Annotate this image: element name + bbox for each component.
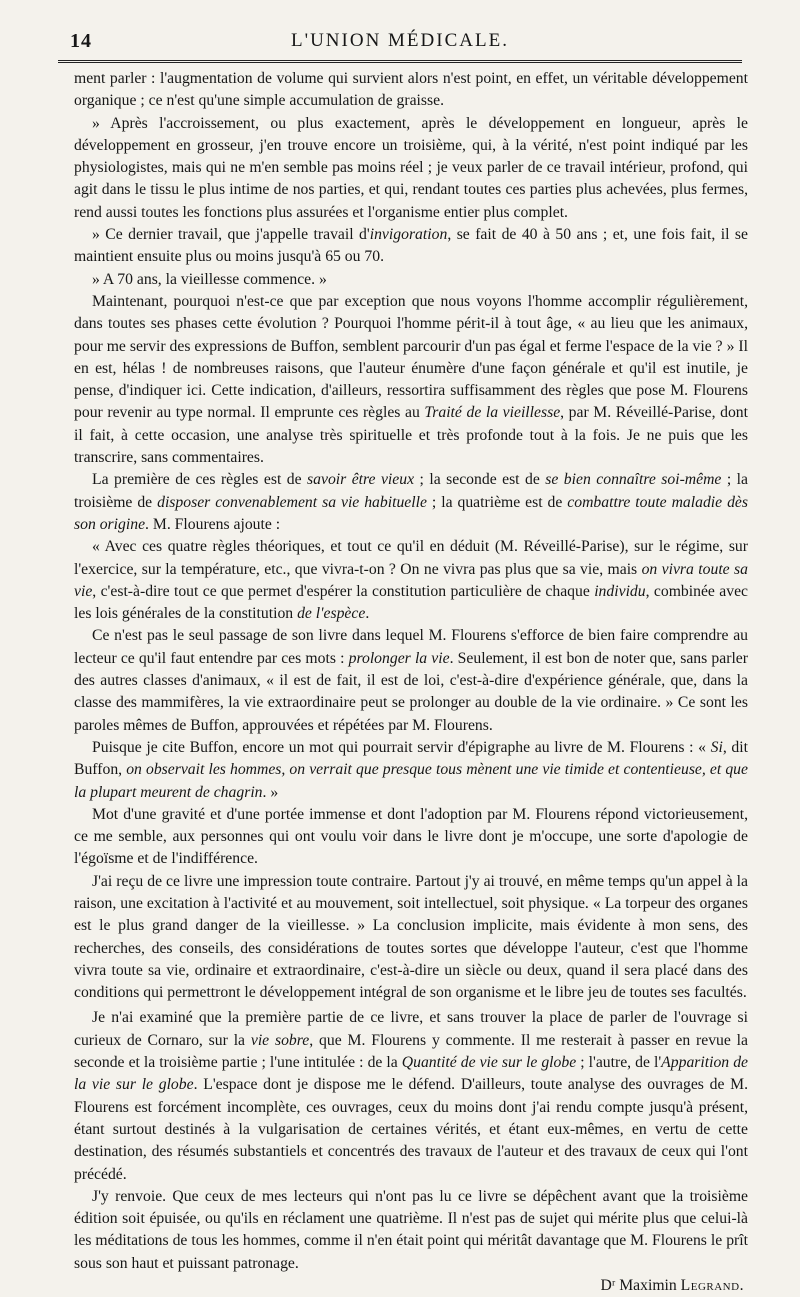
paragraph: [74, 804, 748, 871]
italic-text: on observait les hommes, on verrait que presque tous mènent une vie timide et contentieuse, et que la plupart meurent de chagrin: [74, 761, 748, 801]
italic-text: disposer convenablement sa vie habituelle: [157, 493, 427, 511]
text-run: . M. Flourens ajoute :: [145, 515, 281, 533]
text-run: . L'espace dont je dispose me le défend. D'ailleurs, toute analyse des ouvrages de M. Flourens est forcément incomplète, ces ouvrages, ceux du moins dont j'ai rendu compte jusqu'à présent, étant surtout destinés à la vulgarisation de certaines vérités, et étant eux-mêmes, en vertu de cette destination, des résumés substantiels et concentrés des travaux de l'auteur et des travaux de ceux qui l'ont précédé.: [74, 1076, 749, 1183]
italic-text: Si: [710, 738, 723, 756]
italic-text: Apparition de la vie sur le globe: [74, 1054, 748, 1094]
italic-text: se bien connaître soi-même: [545, 471, 722, 489]
text-run: ; la seconde est de: [414, 471, 546, 489]
italic-text: prolonger la vie: [348, 649, 450, 667]
header-rule: [58, 60, 742, 63]
text-run: , par M. Réveillé-Parise, dont il fait, à cette occasion, une analyse très spirituelle et très profonde tout à la fois. Je ne puis que les transcrire, sans commentaires.: [74, 404, 749, 467]
page-number: 14: [70, 30, 92, 52]
paragraph: [74, 1186, 748, 1275]
text-run: . Seulement, il est bon de noter que, sans parler des autres classes d'animaux, « il est de fait, il est de loi, c'est-à-dire d'expérience générale, que, dans la classe des mammifères, la vie extraordinaire peut se prolonger au double de la vie ordinaire. » Ce sont les paroles mêmes de Buffon, approuvées et répétées par M. Flourens.: [74, 649, 748, 734]
text-run: Je n'ai examiné que la première partie de ce livre, et sans trouver la place de parler de l'ouvrage si curieux de Cornaro, sur la: [74, 1009, 748, 1049]
text-run: , se fait de 40 à 50 ans ; et, une fois fait, il se maintient ensuite plus ou moins jusqu'à 65 ou 70.: [74, 226, 748, 266]
italic-text: Quantité de vie sur le globe: [401, 1054, 577, 1072]
text-run: ment parler : l'augmentation de volume qui survient alors n'est point, en effet, un véritable développement organique ; ce n'est qu'une simple accumulation de graisse.: [74, 70, 748, 110]
paragraph: [74, 469, 748, 536]
signature-surname: Legrand.: [680, 1277, 744, 1295]
author-signature: [74, 1275, 748, 1297]
text-run: Mot d'une gravité et d'une portée immense et dont l'adoption par M. Flourens répond victorieusement, ce me semble, aux personnes qui ont voulu voir dans le livre dont je m'occupe, une sorte d'apologie de l'égoïsme et de l'indifférence.: [74, 805, 748, 868]
text-run: .: [365, 605, 370, 623]
italic-text: combattre toute maladie dès son origine: [74, 493, 748, 533]
signature-prefix: Dʳ Maximin: [600, 1277, 681, 1295]
italic-text: on vivra toute sa vie: [74, 560, 748, 600]
text-run: » Ce dernier travail, que j'appelle travail d': [92, 226, 370, 244]
italic-text: invigoration: [369, 226, 448, 244]
text-run: , dit Buffon,: [74, 738, 748, 779]
article-body: [74, 68, 748, 1297]
paragraph: [74, 871, 748, 1005]
paragraph: [74, 737, 748, 804]
paragraph: [74, 269, 748, 291]
text-run: J'ai reçu de ce livre une impression toute contraire. Partout j'y ai trouvé, en même temps qu'un appel à la raison, une excitation à l'activité et au mouvement, soit intellectuel, soit physique. « La torpeur des organes est le plus grand danger de la vieillesse. » La conclusion implicite, mais évidente à mon sens, des recherches, des conseils, des considérations de toutes sortes que développe l'auteur, c'est que l'homme vivra toute sa vie, ordinaire et extraordinaire, c'est-à-dire un siècle ou deux, quand il sera placé dans des conditions qui permettront le développement intégral de son organisme et le libre jeu de toutes ses facultés.: [74, 872, 748, 1002]
paragraph: [74, 224, 748, 269]
italic-text: vie sobre: [250, 1031, 310, 1049]
running-title: L'UNION MÉDICALE.: [291, 30, 509, 51]
text-run: La première de ces règles est de: [92, 471, 308, 489]
text-run: ; la quatrième est de: [426, 493, 568, 511]
text-run: » A 70 ans, la vieillesse commence. »: [92, 270, 327, 288]
text-run: . »: [262, 783, 279, 801]
text-run: ; la troisième de: [74, 471, 748, 511]
text-run: « Avec ces quatre règles théoriques, et tout ce qu'il en déduit (M. Réveillé-Parise), sur le régime, sur l'exercice, sur la température, etc., que vivra-t-on ? On ne vivra pas plus que sa vie, mais: [74, 538, 748, 578]
text-run: , que M. Flourens y commente. Il me resterait à passer en revue la seconde et la troisième partie ; l'une intitulée : de la: [74, 1031, 748, 1072]
italic-text: savoir être vieux: [307, 471, 415, 489]
text-run: Puisque je cite Buffon, encore un mot qui pourrait servir d'épigraphe au livre de M. Flourens : «: [92, 738, 711, 756]
italic-text: Traité de la vieillesse: [424, 404, 561, 422]
text-run: , combinée avec les lois générales de la constitution: [74, 582, 748, 623]
text-run: » Après l'accroissement, ou plus exactement, après le développement en longueur, après le développement en grosseur, j'en trouve encore un troisième, qui, à la vérité, n'est point indiqué par les physiologistes, mais qui ne m'en semble pas moins réel ; je veux parler de ce travail intérieur, profond, qui agit dans le tissu le plus intime de nos parties, et qui, rendant toutes ces parties plus achevées, plus fermes, rend aussi toutes les fonctions plus assurées et l'organisme entier plus complet.: [74, 114, 748, 221]
text-run: , c'est-à-dire tout ce que permet d'espérer la constitution particulière de chaque: [92, 582, 595, 600]
italic-text: individu: [594, 582, 646, 600]
text-run: Maintenant, pourquoi n'est-ce que par exception que nous voyons l'homme accomplir régulièrement, dans toutes ses phases cette évolution ? Pourquoi l'homme périt-il à tout âge, « au lieu que les animaux, pour me servir des expressions de Buffon, semblent parcourir d'un pas égal et ferme l'espace de la vie ? » Il en est, hélas ! de nombreuses raisons, que l'auteur énumère d'une façon générale et qu'il est inutile, je pense, d'indiquer ici. Cette indication, d'ailleurs, ressortira suffisamment des règles que pose M. Flourens pour revenir au type normal. Il emprunte ces règles au: [74, 292, 748, 422]
text-run: ; l'autre, de l': [576, 1054, 662, 1072]
text-run: J'y renvoie. Que ceux de mes lecteurs qui n'ont pas lu ce livre se dépêchent avant que la troisième édition soit épuisée, ou qu'ils en réclament une quatrième. Il n'est pas de sujet qui mérite plus que celui-là les méditations de tous les hommes, comme il n'en était point qui méritât davantage que M. Flourens le prît sous son haut et puissant patronage.: [74, 1187, 748, 1272]
italic-text: de l'espèce: [297, 605, 366, 623]
page-header: [58, 28, 742, 58]
paragraph: [74, 625, 748, 736]
paragraph: [74, 113, 748, 224]
text-run: Ce n'est pas le seul passage de son livre dans lequel M. Flourens s'efforce de bien faire comprendre au lecteur ce qu'il faut entendre par ces mots :: [74, 627, 748, 667]
paragraph: [74, 1007, 748, 1185]
paragraph: [74, 291, 748, 469]
paragraph: [74, 68, 748, 113]
paragraph: [74, 536, 748, 625]
